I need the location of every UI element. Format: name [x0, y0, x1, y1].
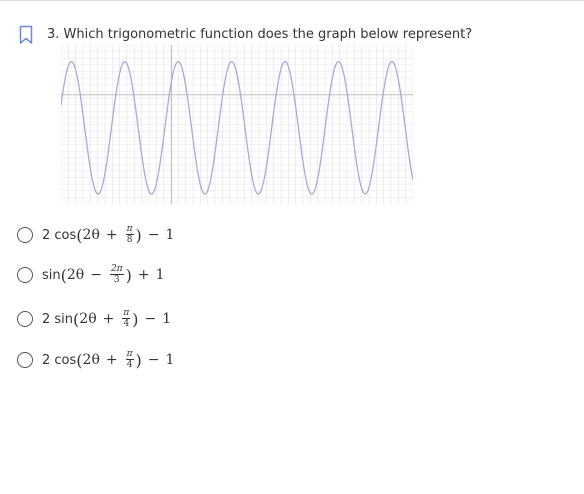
- option-tail-sign: −: [147, 352, 160, 368]
- radio-button-3[interactable]: [17, 311, 33, 327]
- answer-option-4[interactable]: [17, 348, 174, 372]
- option-tail-sign: −: [144, 311, 157, 327]
- radio-button-2[interactable]: [17, 267, 33, 283]
- option-sign: +: [102, 311, 115, 327]
- option-prefix: 2 sin: [42, 311, 74, 327]
- option-sign: +: [105, 227, 118, 243]
- answer-option-1[interactable]: [17, 223, 174, 247]
- option-sign: −: [90, 267, 102, 283]
- bookmark-icon[interactable]: [19, 25, 33, 45]
- option-1-expression: 2 cos ( 2θ + $\frac{\pi}{8}$ ) − 1: [42, 224, 175, 245]
- function-graph: [61, 45, 413, 204]
- question-number: 3.: [47, 27, 60, 42]
- radio-button-1[interactable]: [17, 227, 33, 243]
- option-sign: +: [105, 352, 118, 368]
- option-prefix: 2 cos: [42, 352, 77, 368]
- option-tail-sign: −: [147, 227, 160, 243]
- option-3-expression: 2 sin ( 2θ + $\frac{\pi}{4}$ ) − 1: [42, 308, 172, 329]
- top-divider: [0, 0, 584, 1]
- graph-svg: [61, 45, 413, 204]
- radio-button-4[interactable]: [17, 352, 33, 368]
- question-text: Which trigonometric function does the graph below represent?: [63, 27, 473, 42]
- option-tail: 1: [155, 267, 165, 283]
- option-fraction: $\frac{\pi}{8}$: [126, 224, 133, 245]
- option-arg: 2θ: [82, 227, 100, 243]
- option-fraction: $\frac{\pi}{4}$: [126, 349, 133, 370]
- answer-option-2[interactable]: [17, 263, 165, 287]
- option-prefix: sin: [42, 267, 61, 283]
- option-2-expression: sin ( 2θ − $\frac{2\pi}{3}$ ) + 1: [42, 264, 165, 285]
- option-tail: 1: [165, 227, 175, 243]
- option-4-expression: 2 cos ( 2θ + $\frac{\pi}{4}$ ) − 1: [42, 349, 175, 370]
- question-prompt: [47, 27, 472, 43]
- option-tail: 1: [165, 352, 175, 368]
- option-prefix: 2 cos: [42, 227, 77, 243]
- option-tail-sign: +: [137, 267, 150, 283]
- answer-option-3[interactable]: [17, 307, 171, 331]
- option-fraction: $\frac{2\pi}{3}$: [110, 264, 123, 285]
- option-fraction: $\frac{\pi}{4}$: [123, 308, 130, 329]
- option-arg: 2θ: [79, 311, 97, 327]
- option-tail: 1: [162, 311, 172, 327]
- option-arg: 2θ: [66, 267, 85, 283]
- option-arg: 2θ: [82, 352, 100, 368]
